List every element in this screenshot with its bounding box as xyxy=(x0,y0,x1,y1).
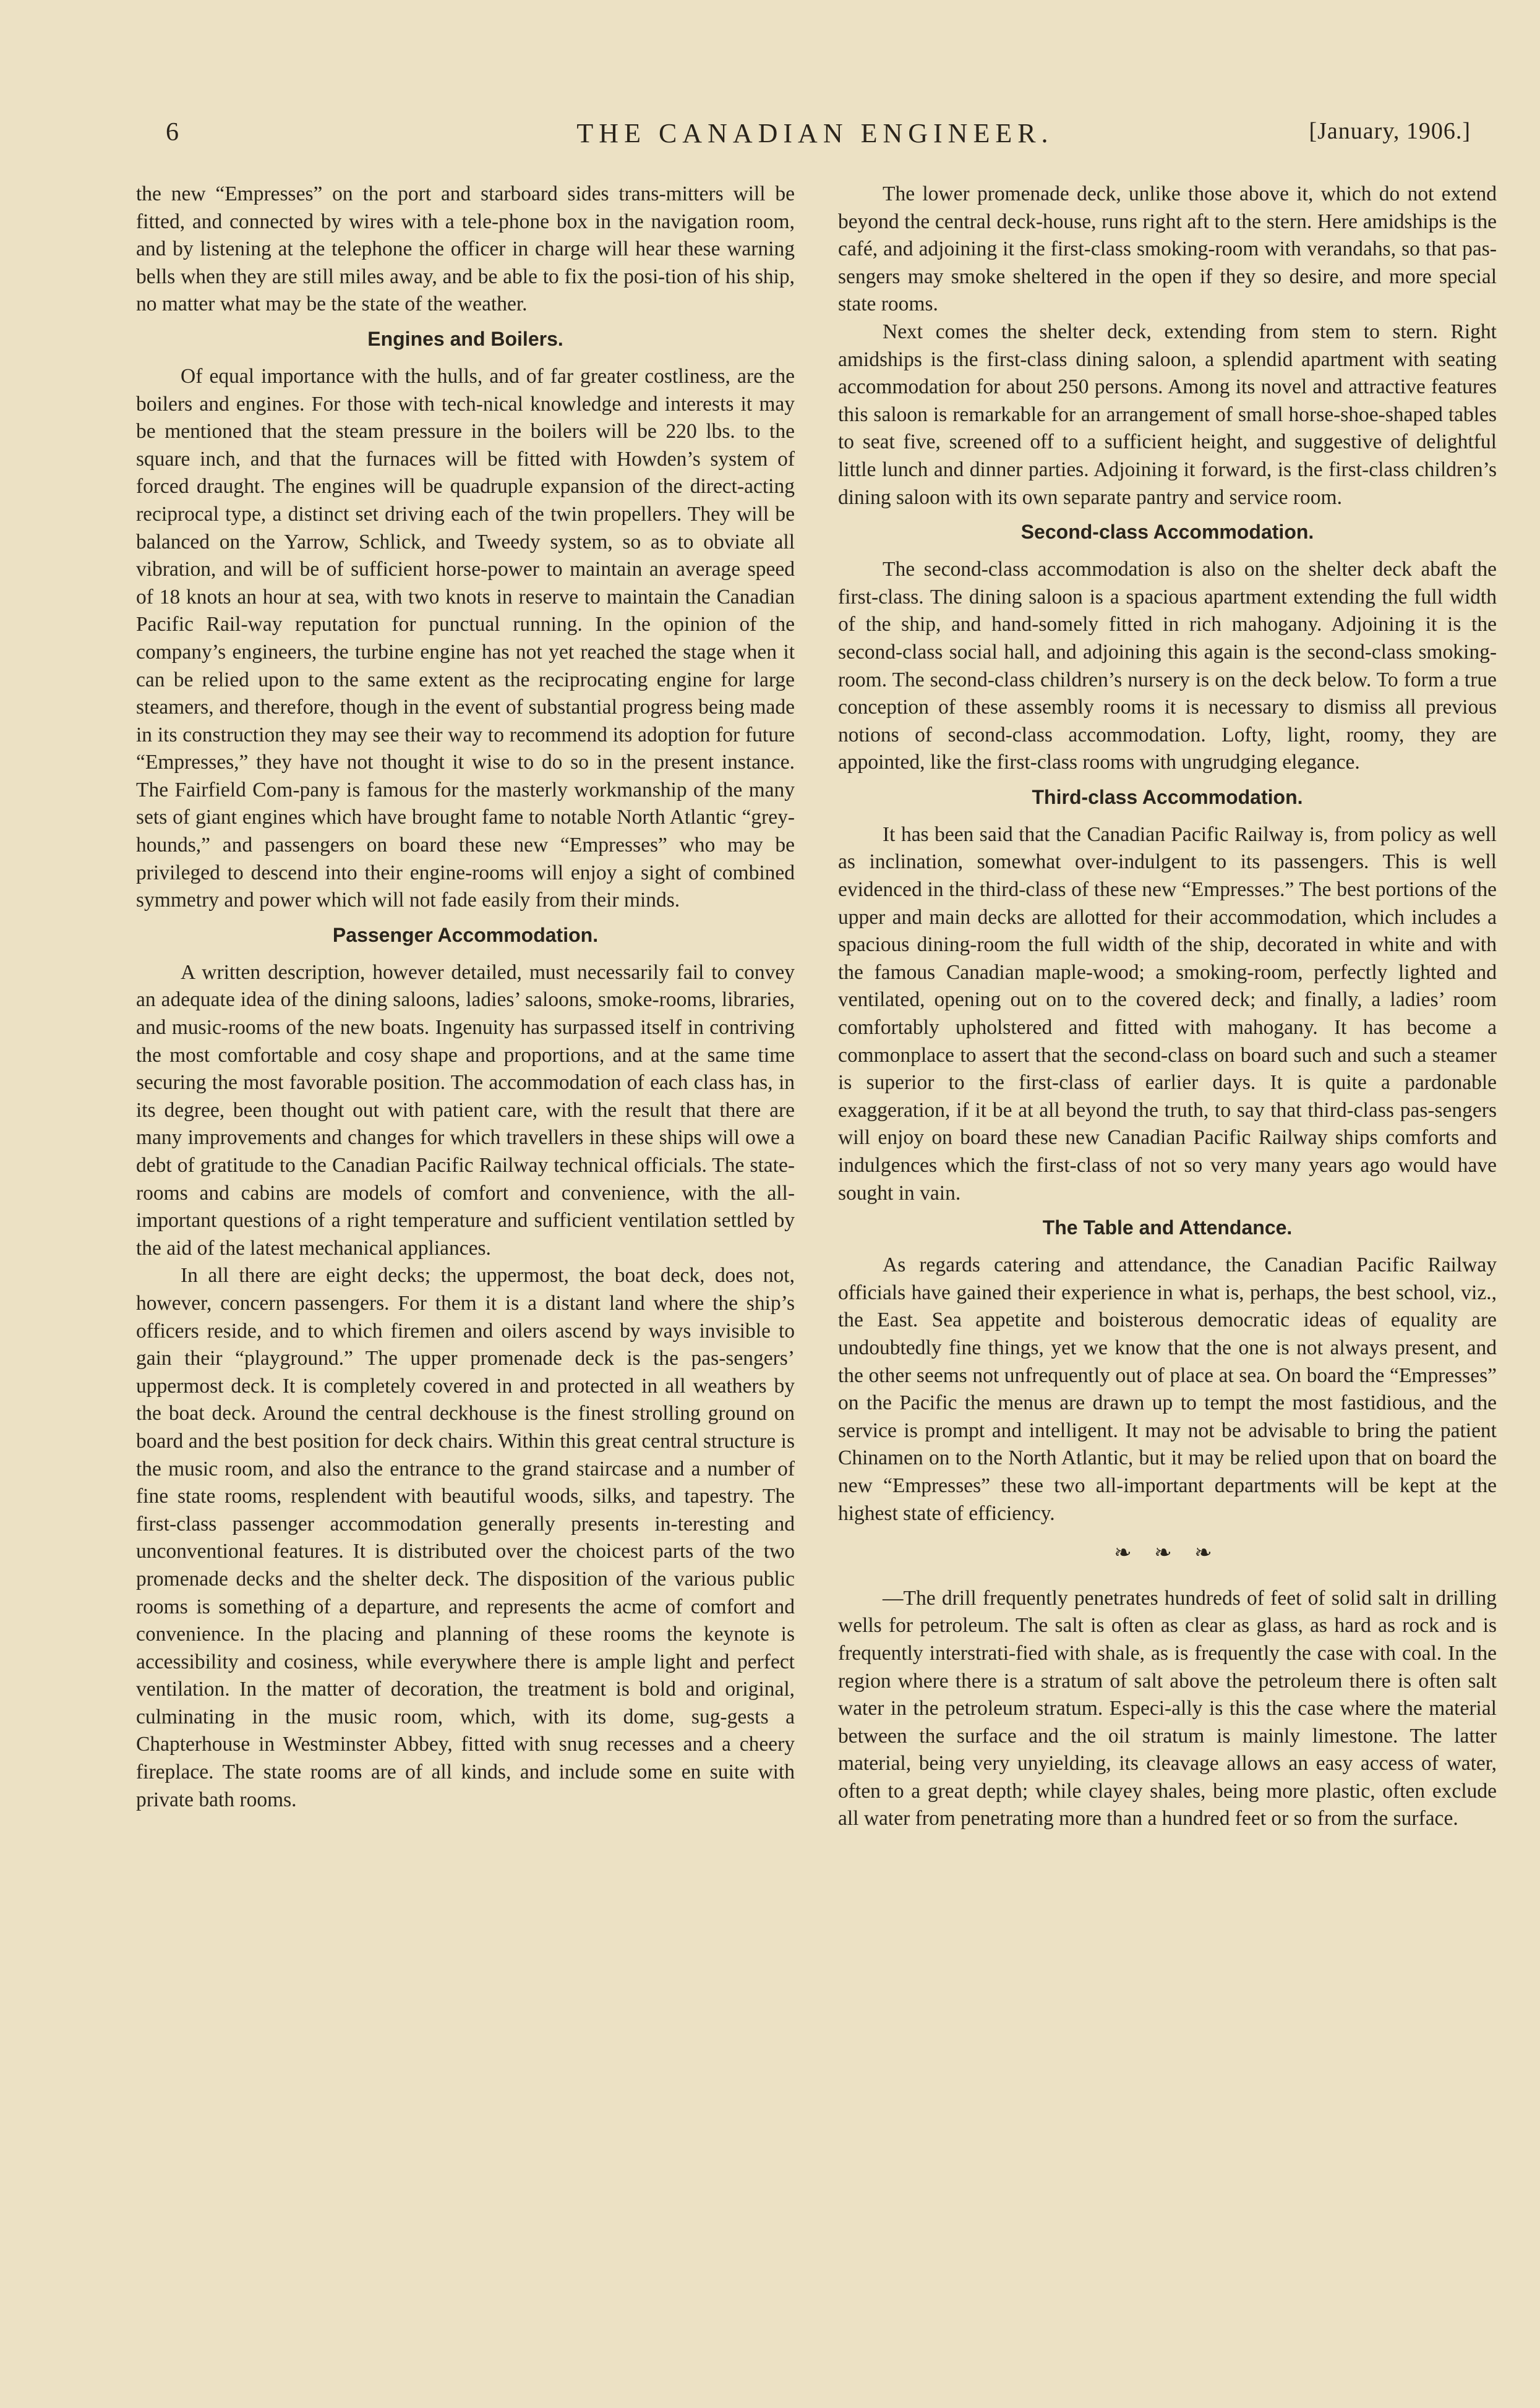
continued-paragraph: the new “Empresses” on the port and starboard sides trans-mitters will be fitted, and connected by wires with a tele-phone box in the navigation room, and by listening at the telephone the officer in charge will hear these warning bells when they are still miles away, and be able to fix the posi-tion of his ship, no matter what may be the state of the weather. xyxy=(136,182,795,316)
right-column xyxy=(838,181,1497,1833)
third-class-paragraph: It has been said that the Canadian Pacific Railway is, from policy as well as inclination, somewhat over-indulgent to its passengers. This is well evidenced in the third-class of these new “Empresses.” The best portions of the upper and main decks are allotted for their accommodation, which includes a spacious dining-room the full width of the ship, decorated in white and with the famous Canadian maple-wood; a smoking-room, perfectly lighted and ventilated, opening out on to the covered deck; and finally, a ladies’ room comfortably upholstered and fitted with mahogany. It has become a commonplace to assert that the second-class on board such and such a steamer is superior to the first-class of earlier days. It is quite a pardonable exaggeration, if it be at all beyond the truth, to say that third-class pas-sengers will enjoy on board these new Canadian Pacific Railway ships comforts and indulgences which the first-class of not so very many years ago would have sought in vain. xyxy=(838,822,1497,1205)
journal-title: THE CANADIAN ENGINEER. xyxy=(576,118,1054,148)
passenger-paragraph-1: A written description, however detailed, must necessarily fail to convey an adequate idea of the dining saloons, ladies’ saloons, smoke-rooms, libraries, and music-rooms of the new boats. Ingenuity has surpassed itself in contriving the most comfortable and cosy shape and proportions, and at the same time securing the most favorable position. The accommodation of each class has, in its degree, been thought out with patient care, with the result that there are many improvements and changes for which travellers in these ships will owe a debt of gratitude to the Canadian Pacific Railway technical officials. The state-rooms and cabins are models of comfort and convenience, with the all-important questions of a right temperature and sufficient ventilation settled by the aid of the latest mechanical appliances. xyxy=(136,960,795,1260)
lower-deck-paragraph: The lower promenade deck, unlike those above it, which do not extend beyond the central deck-house, runs right aft to the stern. Here amidships is the café, and adjoining it the first-class smoking-room with verandahs, so that pas-sengers may smoke sheltered in the open if they so desire, and more special state rooms. xyxy=(838,182,1497,316)
issue-date: [January, 1906.] xyxy=(1309,118,1471,144)
section-heading-passenger: Passenger Accommodation. xyxy=(332,923,599,946)
page-header xyxy=(160,117,1471,155)
left-column xyxy=(136,181,795,1814)
second-class-paragraph: The second-class accommodation is also on the shelter deck abaft the first-class. The dining saloon is a spacious apartment extending the full width of the ship, and hand-somely fitted in rich mahogany. Adjoining it is the second-class social hall, and adjoining this again is the second-class smoking-room. The second-class children’s nursery is on the deck below. To form a true conception of these assembly rooms it is necessary to dismiss all previous notions of second-class accommodation. Lofty, light, roomy, they are appointed, like the first-class rooms with ungrudging elegance. xyxy=(838,558,1497,774)
passenger-paragraph-2: In all there are eight decks; the uppermost, the boat deck, does not, however, concern passengers. For them it is a distant land where the ship’s officers reside, and to which firemen and oilers ascend by ways invisible to gain their “playground.” The upper promenade deck is the pas-sengers’ uppermost deck. It is completely covered in and protected in all weathers by the boat deck. Around the central deckhouse is the finest strolling ground on board and the best position for deck chairs. Within this great central structure is the music room, and also the entrance to the grand staircase and a number of fine state rooms, resplendent with beautiful woods, silks, and tapestry. The first-class passenger accommodation generally presents in-teresting and unconventional features. It is distributed over the choicest parts of the two promenade decks and the shelter deck. The disposition of the various public rooms is something of a departure, and represents the acme of comfort and convenience. In the placing and planning of these rooms the keynote is accessibility and cosiness, while everywhere there is ample light and perfect ventilation. In the matter of decoration, the treatment is bold and original, culminating in the music room, which, with its dome, sug-gests a Chapterhouse in Westminster Abbey, fitted with snug recesses and a cheery fireplace. The state rooms are of all kinds, and include some en suite with private bath rooms. xyxy=(136,1264,795,1811)
section-heading-second-class: Second-class Accommodation. xyxy=(1020,521,1314,544)
section-heading-engines: Engines and Boilers. xyxy=(367,327,563,350)
section-heading-table: The Table and Attendance. xyxy=(1042,1216,1293,1239)
shelter-deck-paragraph: Next comes the shelter deck, extending from stem to stern. Right amidships is the first-class dining saloon, a splendid apartment with seating accommodation for about 250 persons. Among its novel and attractive features this saloon is remarkable for an arrangement of small horse-shoe-shaped tables to seat five, screened off to a sufficient height, and suggestive of delightful little lunch and dinner parties. Adjoining it forward, is the first-class children’s dining saloon with its own separate pantry and service room. xyxy=(838,320,1497,509)
section-divider-ornament: ❧ ❧ ❧ xyxy=(1114,1542,1221,1565)
section-heading-third-class: Third-class Accommodation. xyxy=(1032,785,1303,808)
engines-paragraph: Of equal importance with the hulls, and of far greater costliness, are the boilers and engines. For those with tech-nical knowledge and interests it may be mentioned that the steam pressure in the boilers will be 220 lbs. to the square inch, and that the furnaces will be fitted with Howden’s system of forced draught. The engines will be quadruple expansion of the direct-acting reciprocal type, a distinct set driving each of the twin propellers. They will be balanced on the Yarrow, Schlick, and Tweedy system, so as to obviate all vibration, and will be of sufficient horse-power to maintain an average speed of 18 knots an hour at sea, with two knots in reserve to maintain the Canadian Pacific Rail-way reputation for punctual running. In the opinion of the company’s engineers, the turbine engine has not yet reached the stage when it can be relied upon to the same extent as the reciprocating engine for large steamers, and therefore, though in the event of substantial progress being made in its construction they may see their way to recommend its adoption for future “Empresses,” they have not thought it wise to do so in the present instance. The Fairfield Com-pany is famous for the masterly workmanship of the many sets of giant engines which have brought fame to notable North Atlantic “grey-hounds,” and passengers on board these new “Empresses” who may be privileged to descend into their engine-rooms will enjoy a sight of combined symmetry and power which will not fade easily from their minds. xyxy=(136,364,795,912)
table-paragraph: As regards catering and attendance, the Canadian Pacific Railway officials have gained their experience in what is, perhaps, the best school, viz., the East. Sea appetite and boisterous democratic ideas of equality are undoubtedly fine things, yet we know that the one is not always present, and the other seems not unfrequently out of place at sea. On board the “Empresses” on the Pacific the menus are drawn up to tempt the most fastidious, and the service is prompt and intelligent. It may not be advisable to bring the patient Chinamen on to the North Atlantic, but it may be relied upon that on board the new “Empresses” these two all-important departments will be kept at the highest state of efficiency. xyxy=(838,1253,1497,1525)
salt-paragraph: —The drill frequently penetrates hundreds of feet of solid salt in drilling wells for petroleum. The salt is often as clear as glass, as hard as rock and is frequently interstrati-fied with shale, as is frequently the case with coal. In the region where there is a stratum of salt above the petroleum there is often salt water in the petroleum stratum. Especi-ally is this the case where the material between the surface and the oil stratum is mainly limestone. The latter material, being very unyielding, its cleavage allows an easy access of water, often to a great depth; while clayey shales, being more plastic, often exclude all water from penetrating more than a hundred feet or so from the surface. xyxy=(838,1586,1497,1830)
page-number: 6 xyxy=(166,118,179,147)
